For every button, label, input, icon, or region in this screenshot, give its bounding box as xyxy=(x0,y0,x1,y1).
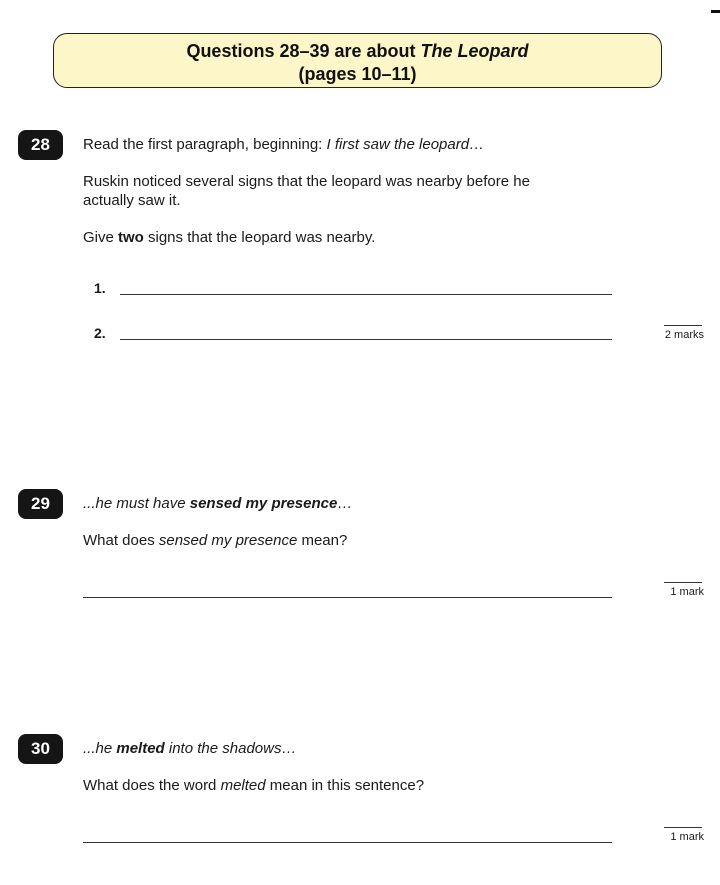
header-line-1 xyxy=(54,40,661,63)
q30-answer-line[interactable] xyxy=(83,842,612,843)
q29-question-prefix: What does xyxy=(83,532,159,549)
q30-question-italic: melted xyxy=(220,777,266,794)
q30-quote-suffix: into the shadows… xyxy=(164,740,297,757)
question-number-28: 28 xyxy=(18,130,63,160)
q29-quote-emphasis: sensed my presence xyxy=(189,495,338,512)
q28-paragraph-line-1: Ruskin noticed several signs that the leopard was nearby before he xyxy=(83,173,530,190)
q30-quote-prefix: ...he xyxy=(83,740,117,757)
q29-quote-suffix: … xyxy=(337,495,353,512)
q28-question xyxy=(83,228,375,248)
q28-question-suffix: signs that the leopard was nearby. xyxy=(143,229,376,246)
q30-quote-emphasis: melted xyxy=(116,740,165,757)
section-header xyxy=(53,33,662,88)
q29-question-suffix: mean? xyxy=(297,532,348,549)
q30-question-prefix: What does the word xyxy=(83,777,221,794)
q29-marks-label: 1 mark xyxy=(670,586,704,598)
q30-question-suffix: mean in this sentence? xyxy=(265,777,425,794)
q28-instruction-quote: I first saw the leopard… xyxy=(326,136,485,153)
q30-question xyxy=(83,776,424,796)
q28-answer-line-2[interactable] xyxy=(120,339,612,340)
question-number-30: 30 xyxy=(18,734,63,764)
q28-instruction xyxy=(83,135,484,155)
q28-instruction-text: Read the first paragraph, beginning: xyxy=(83,136,327,153)
header-prefix: Questions 28–39 are about xyxy=(186,41,421,61)
q29-question xyxy=(83,531,347,551)
q29-answer-line[interactable] xyxy=(83,597,612,598)
q28-answer-label-1: 1. xyxy=(94,280,106,296)
q29-quote xyxy=(83,494,352,514)
q30-marks-rule xyxy=(664,827,702,828)
q29-marks-rule xyxy=(664,582,702,583)
q29-question-italic: sensed my presence xyxy=(158,532,298,549)
q28-answer-label-2: 2. xyxy=(94,325,106,341)
header-book-title: The Leopard xyxy=(420,41,529,61)
header-line-2: (pages 10–11) xyxy=(298,64,417,84)
q28-question-prefix: Give xyxy=(83,229,119,246)
q30-quote xyxy=(83,739,296,759)
question-number-29: 29 xyxy=(18,489,63,519)
q29-quote-prefix: ...he must have xyxy=(83,495,190,512)
q28-question-emphasis: two xyxy=(118,229,144,246)
q28-answer-line-1[interactable] xyxy=(120,294,612,295)
q30-marks-label: 1 mark xyxy=(670,831,704,843)
q28-marks-rule xyxy=(664,325,702,326)
q28-marks-label: 2 marks xyxy=(664,329,704,341)
q28-paragraph-line-2: actually saw it. xyxy=(83,192,181,209)
corner-crop-mark xyxy=(711,10,720,13)
